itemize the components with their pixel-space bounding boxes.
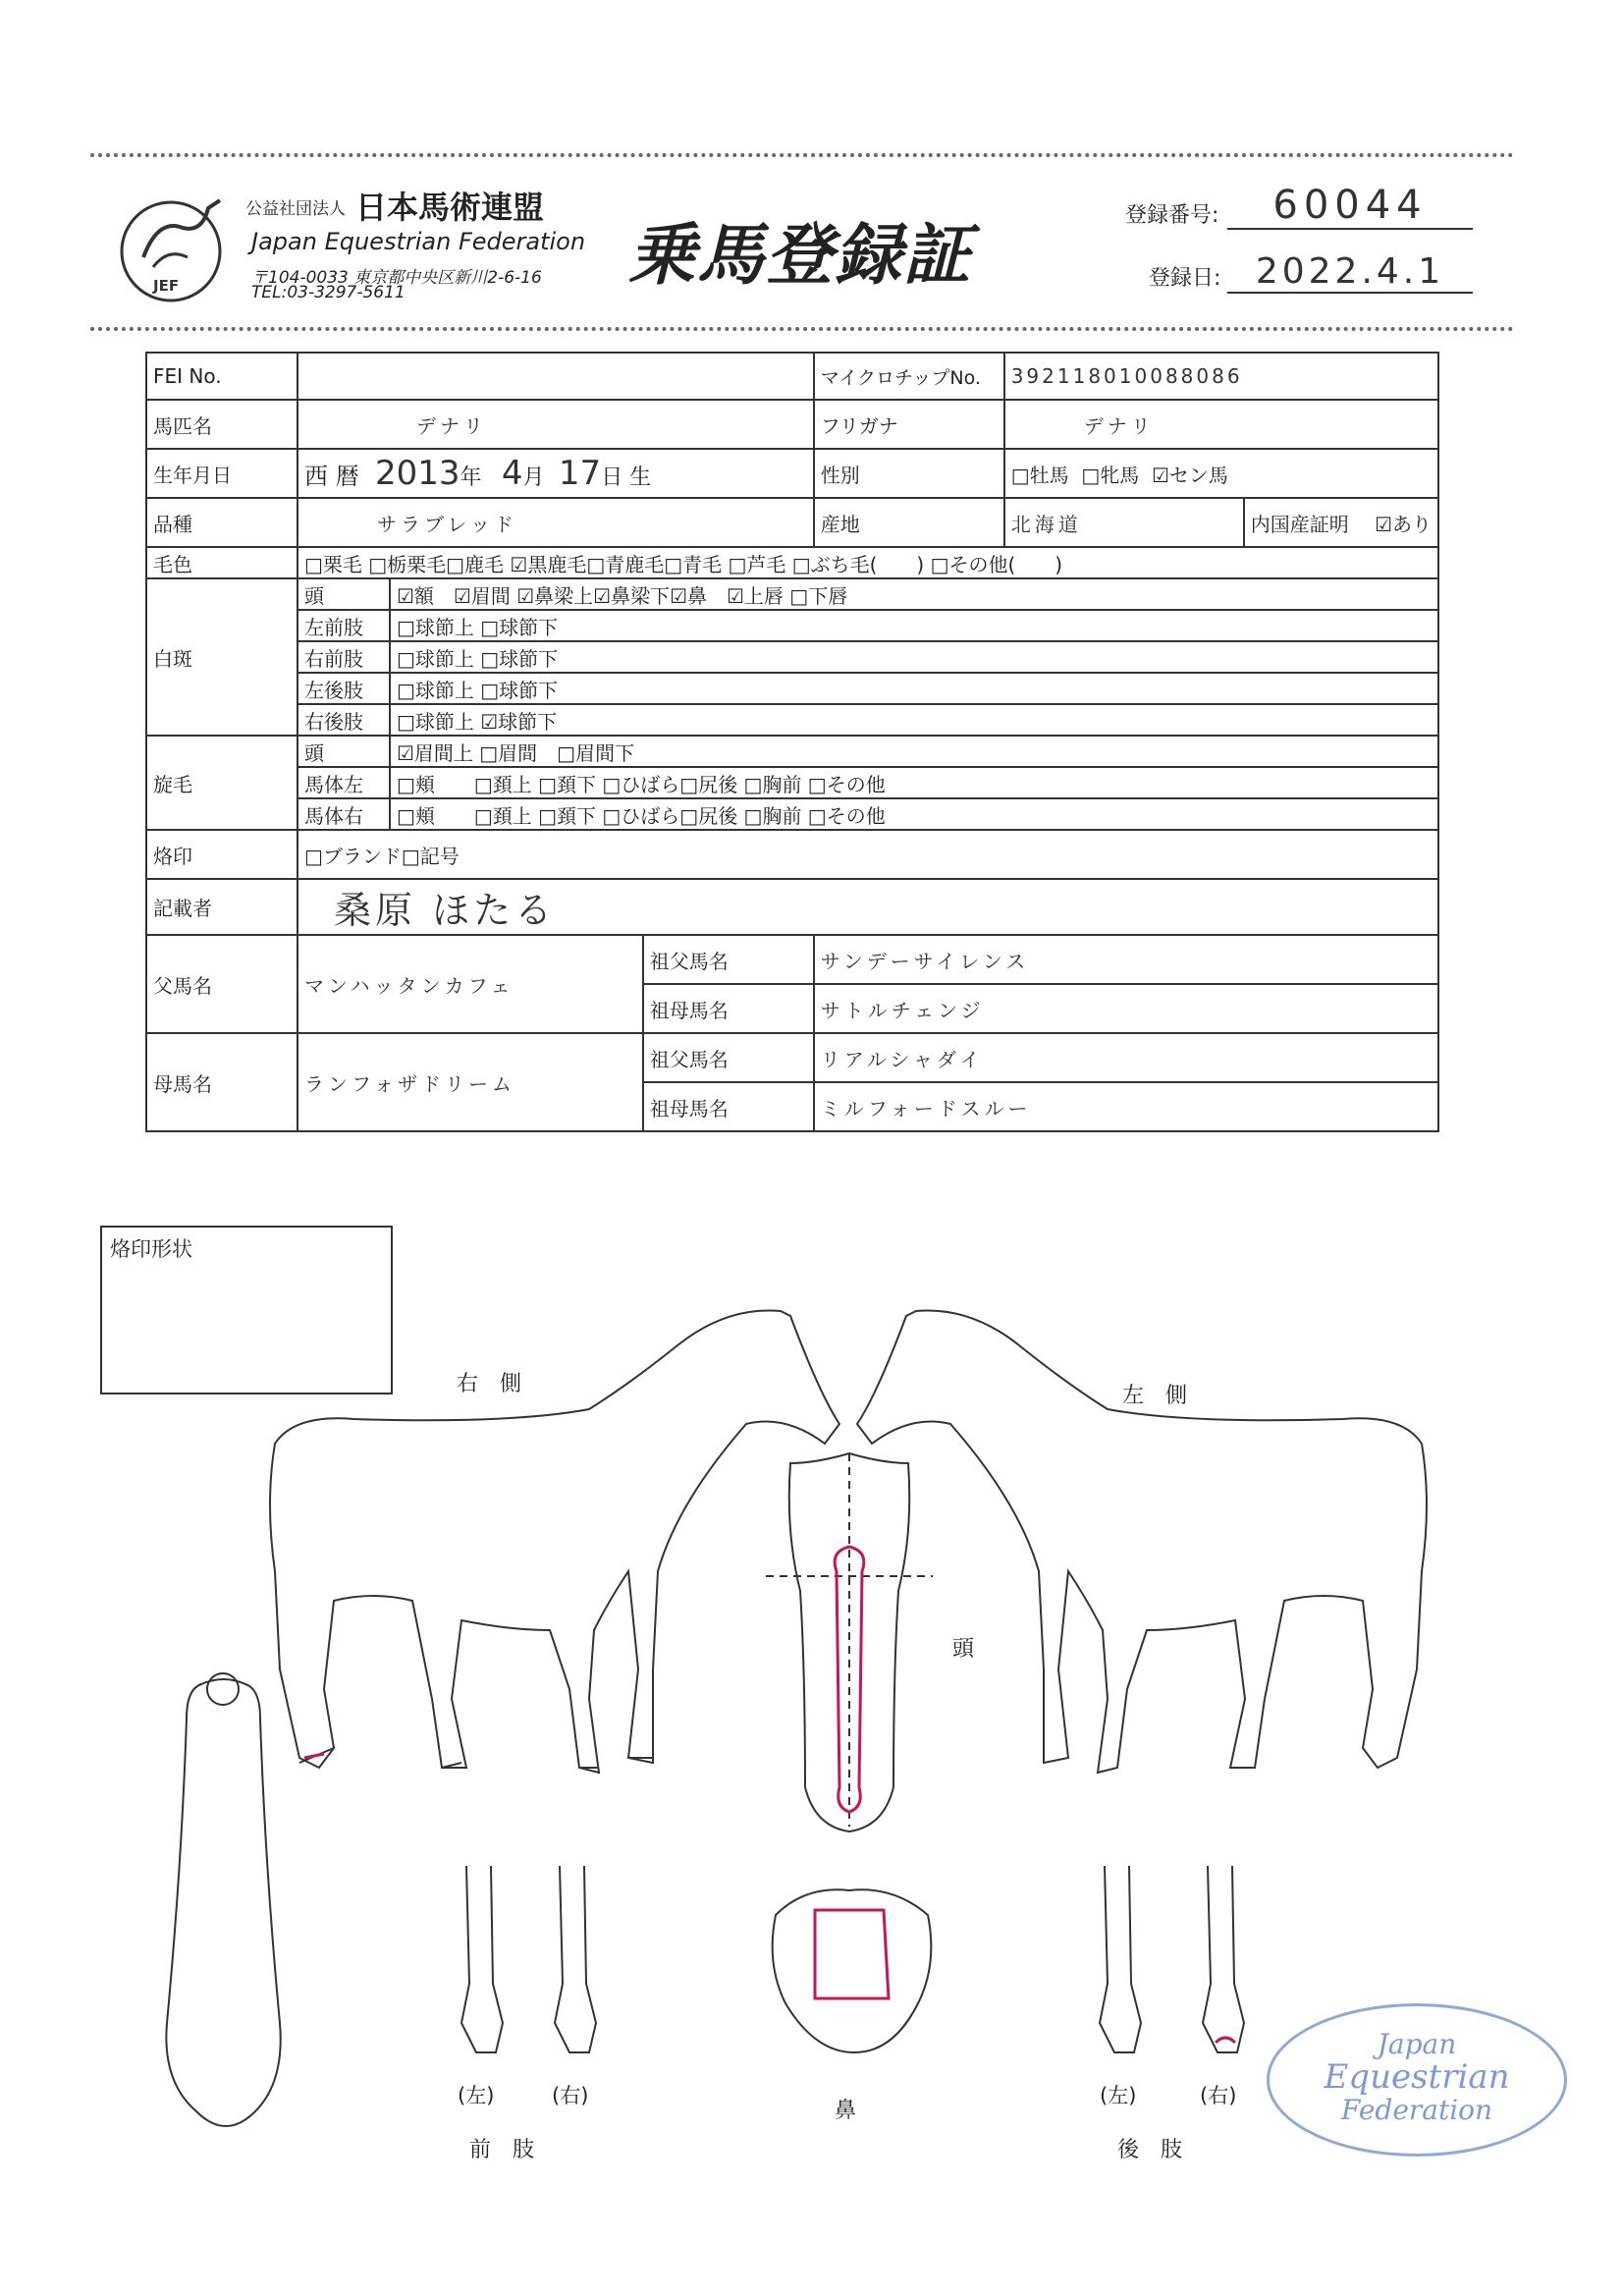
hind-legs-label: 後 肢 <box>1117 2138 1183 2162</box>
nose-icon <box>773 1889 932 2052</box>
whorl-head-label: 頭 <box>298 736 390 767</box>
sire-gsire-value: サンデーサイレンス <box>814 935 1438 984</box>
org-tel: TEL:03-3297-5611 <box>251 283 406 302</box>
birth-month-unit: 月 <box>522 465 545 490</box>
whorl-right-label: 馬体右 <box>298 798 390 830</box>
jef-logo <box>114 189 232 306</box>
stamp-line3: Federation <box>1340 2094 1493 2126</box>
fei-label: FEI No. <box>146 353 298 400</box>
whorl-label: 旋毛 <box>146 736 298 830</box>
org-name-jp: 日本馬術連盟 <box>355 189 545 226</box>
document-title: 乗馬登録証 <box>628 217 973 295</box>
sire-gsire-label: 祖父馬名 <box>643 935 814 984</box>
brand-value[interactable]: □ブランド□記号 <box>298 830 1438 879</box>
sire-gdam-value: サトルチェンジ <box>814 984 1438 1033</box>
front-left-leg-icon <box>461 1866 503 2052</box>
nose-marking <box>815 1910 889 1998</box>
sex-label: 性別 <box>814 449 1004 498</box>
dam-gdam-label: 祖母馬名 <box>643 1082 814 1131</box>
domestic-cell <box>1244 498 1438 547</box>
hind-left-label: (左) <box>1100 2084 1137 2107</box>
sex-option-mare[interactable]: □牝馬 <box>1081 463 1140 487</box>
sex-options <box>1004 449 1438 498</box>
dam-value: ランフォザドリーム <box>298 1033 643 1131</box>
chip-label: マイクロチップNo. <box>814 353 1004 400</box>
birth-day: 17 <box>558 454 602 493</box>
head-label: 頭 <box>952 1637 975 1662</box>
breed-label: 品種 <box>146 498 298 547</box>
white-rh-label: 右後肢 <box>298 704 390 736</box>
brand-shape-label: 烙印形状 <box>110 1237 192 1261</box>
origin-label: 産地 <box>814 498 1004 547</box>
stamp-line1: Japan <box>1377 2028 1457 2060</box>
white-label <box>146 578 298 736</box>
name-label: 馬匹名 <box>146 400 298 449</box>
coat-options[interactable]: □栗毛 □栃栗毛□鹿毛 ☑黒鹿毛□青鹿毛□青毛 □芦毛 □ぶち毛( ) □その他( ) <box>298 547 1438 578</box>
origin-value: 北海道 <box>1004 498 1244 547</box>
whorl-left-label: 馬体左 <box>298 767 390 798</box>
right-side-horse-icon <box>270 1310 839 1773</box>
top-divider <box>90 153 1514 157</box>
birth-value <box>298 449 814 498</box>
right-side-hind-marking <box>304 1754 324 1758</box>
dam-gdam-value: ミルフォードスルー <box>814 1082 1438 1131</box>
birth-year: 2013 <box>375 454 460 493</box>
front-left-label: (左) <box>458 2084 495 2107</box>
reg-date-value: 2022.4.1 <box>1227 251 1473 294</box>
left-side-label: 左 側 <box>1122 1384 1188 1408</box>
white-rh-value[interactable]: □球節上 ☑球節下 <box>390 704 1438 736</box>
birth-year-unit: 年 <box>460 465 482 490</box>
sex-option-gelding[interactable]: ☑セン馬 <box>1151 463 1228 487</box>
furigana-value: デナリ <box>1004 400 1438 449</box>
white-lh-label: 左後肢 <box>298 673 390 704</box>
whorl-right-value[interactable]: □頬 □頚上 □頚下 □ひばら□尻後 □胸前 □その他 <box>390 798 1438 830</box>
white-lh-value[interactable]: □球節上 □球節下 <box>390 673 1438 704</box>
white-rf-value[interactable]: □球節上 □球節下 <box>390 641 1438 673</box>
logo-text: JEF <box>153 277 180 295</box>
hind-right-leg-icon <box>1203 1866 1244 2052</box>
dam-label: 母馬名 <box>146 1033 298 1131</box>
coat-label: 毛色 <box>146 547 298 578</box>
writer-label: 記載者 <box>146 879 298 935</box>
header-divider <box>90 327 1514 331</box>
hind-right-label: (右) <box>1200 2084 1237 2107</box>
fei-value <box>298 353 814 400</box>
furigana-label: フリガナ <box>814 400 1004 449</box>
org-name-en: Japan Equestrian Federation <box>251 228 586 255</box>
hind-right-marking <box>1216 2038 1235 2043</box>
name-value: デナリ <box>298 400 814 449</box>
domestic-label: 内国産証明 <box>1250 512 1349 536</box>
jef-stamp <box>1267 2003 1567 2157</box>
birth-label: 生年月日 <box>146 449 298 498</box>
org-prefix: 公益社団法人 <box>245 199 346 219</box>
white-head-value[interactable]: ☑額 ☑眉間 ☑鼻梁上☑鼻梁下☑鼻 ☑上唇 □下唇 <box>390 578 1438 610</box>
front-right-label: (右) <box>552 2084 589 2107</box>
breed-value: サラブレッド <box>298 498 814 547</box>
writer-value: 桑原 ほたる <box>298 879 1438 935</box>
birth-day-unit: 日 生 <box>601 465 652 490</box>
sex-option-stallion[interactable]: □牡馬 <box>1010 463 1069 487</box>
whorl-head-value[interactable]: ☑眉間上 □眉間 □眉間下 <box>390 736 1438 767</box>
top-view-body-icon <box>166 1679 280 2126</box>
white-lf-value[interactable]: □球節上 □球節下 <box>390 610 1438 641</box>
brand-label: 烙印 <box>146 830 298 879</box>
white-group-label: 白斑 <box>153 646 192 671</box>
nose-label: 鼻 <box>835 2099 857 2123</box>
dam-gsire-label: 祖父馬名 <box>643 1033 814 1082</box>
sire-label: 父馬名 <box>146 935 298 1033</box>
front-legs-label: 前 肢 <box>469 2138 535 2162</box>
front-right-leg-icon <box>555 1866 596 2052</box>
sire-value: マンハッタンカフェ <box>298 935 643 1033</box>
reg-no-label: 登録番号: <box>1125 203 1219 228</box>
white-rf-label: 右前肢 <box>298 641 390 673</box>
whorl-left-value[interactable]: □頬 □頚上 □頚下 □ひばら□尻後 □胸前 □その他 <box>390 767 1438 798</box>
dam-gsire-value: リアルシャダイ <box>814 1033 1438 1082</box>
domestic-value[interactable]: ☑あり <box>1375 512 1432 536</box>
sire-gdam-label: 祖母馬名 <box>643 984 814 1033</box>
stamp-line2: Equestrian <box>1324 2057 1510 2097</box>
reg-no-value: 60044 <box>1227 183 1473 230</box>
org-address: 〒104-0033 東京都中央区新川2-6-16 <box>251 268 542 288</box>
birth-era: 西 暦 <box>304 463 359 490</box>
right-side-label: 右 側 <box>457 1372 522 1396</box>
reg-date-label: 登録日: <box>1149 266 1221 291</box>
birth-month: 4 <box>501 454 523 493</box>
hind-left-leg-icon <box>1100 1866 1141 2052</box>
registration-form <box>145 352 1439 1132</box>
white-head-label: 頭 <box>298 578 390 610</box>
chip-value: 392118010088086 <box>1004 353 1438 400</box>
white-lf-label: 左前肢 <box>298 610 390 641</box>
left-side-horse-icon <box>857 1310 1427 1773</box>
